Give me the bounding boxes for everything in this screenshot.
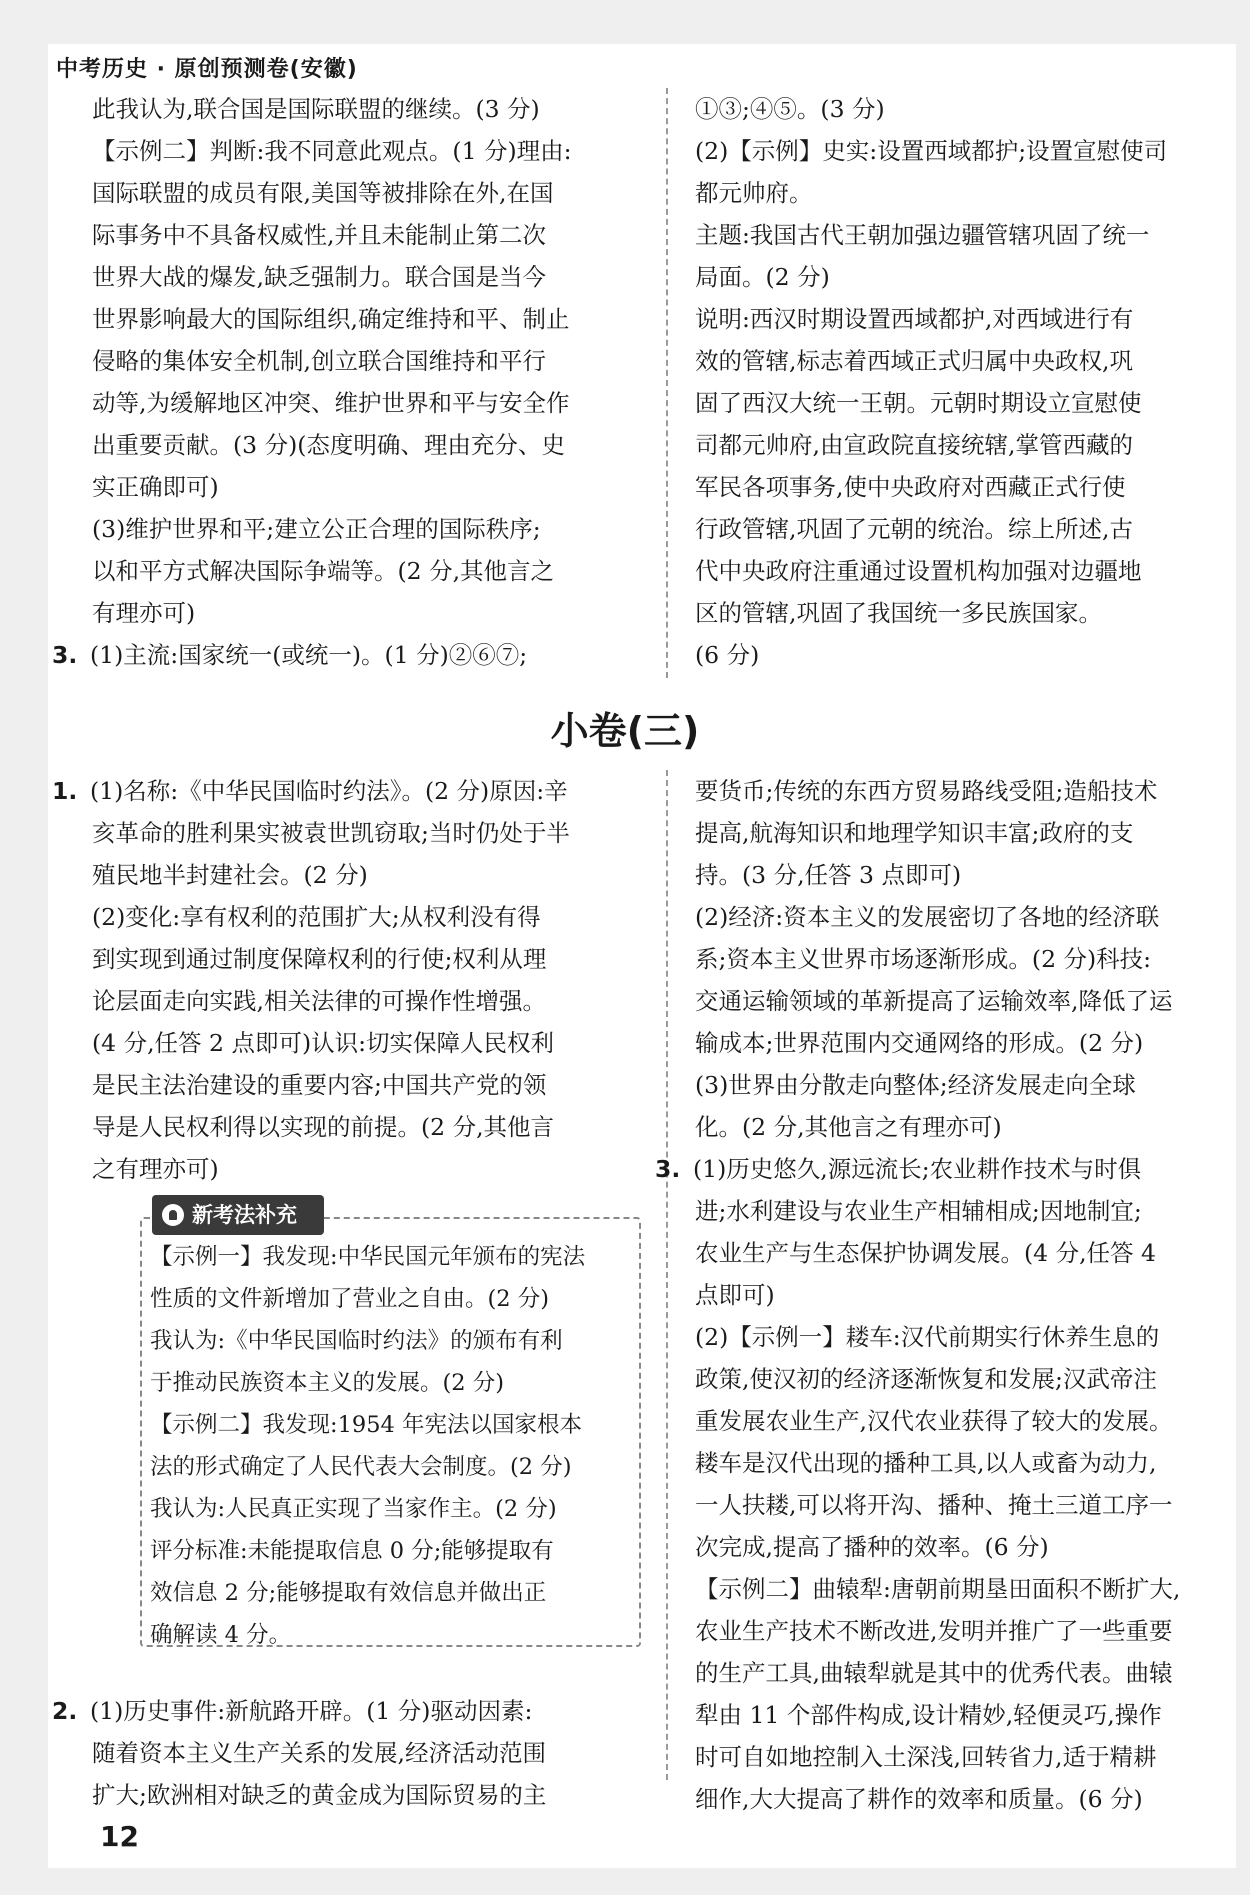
text-line: 亥革命的胜利果实被袁世凯窃取;当时仍处于半 [92, 819, 570, 847]
text-line: 要货币;传统的东西方贸易路线受阻;造船技术 [695, 777, 1158, 805]
text-line: 法的形式确定了人民代表大会制度。(2 分) [150, 1454, 572, 1480]
text-line: 的生产工具,曲辕犁就是其中的优秀代表。曲辕 [695, 1659, 1173, 1687]
column-divider-bottom [666, 770, 668, 1780]
box-content [150, 1236, 630, 1656]
text-line: ①③;④⑤。(3 分) [695, 95, 885, 123]
text-line: 【示例二】曲辕犁:唐朝前期垦田面积不断扩大, [695, 1575, 1181, 1603]
text-line: 交通运输领域的革新提高了运输效率,降低了运 [695, 987, 1173, 1015]
text-line: 农业生产技术不断改进,发明并推广了一些重要 [695, 1617, 1173, 1645]
text-line: (2)【示例一】耧车:汉代前期实行休养生息的 [695, 1323, 1160, 1351]
text-line: 殖民地半封建社会。(2 分) [92, 861, 368, 889]
question-1-line [52, 770, 637, 812]
text-line: 输成本;世界范围内交通网络的形成。(2 分) [695, 1029, 1144, 1057]
text-line: (3)世界由分散走向整体;经济发展走向全球 [695, 1071, 1136, 1099]
text-line: 局面。(2 分) [695, 263, 830, 291]
text-line: 出重要贡献。(3 分)(态度明确、理由充分、史 [92, 431, 565, 459]
text-line: 导是人民权利得以实现的前提。(2 分,其他言 [92, 1113, 555, 1141]
text-line: 是民主法治建设的重要内容;中国共产党的领 [92, 1071, 547, 1099]
text-line: 系;资本主义世界市场逐渐形成。(2 分)科技: [695, 945, 1152, 973]
text-line: 有理亦可) [92, 599, 196, 627]
text-line: 随着资本主义生产关系的发展,经济活动范围 [92, 1739, 546, 1767]
text-line: 一人扶耧,可以将开沟、播种、掩土三道工序一 [695, 1491, 1173, 1519]
text-line: (4 分,任答 2 点即可)认识:切实保障人民权利 [92, 1029, 555, 1057]
question-number: 3. [655, 1155, 681, 1183]
text-line: 都元帅府。 [695, 179, 813, 207]
text-line: 我认为:人民真正实现了当家作主。(2 分) [150, 1496, 557, 1522]
text-line: (6 分) [695, 641, 760, 669]
text-line: 世界影响最大的国际组织,确定维持和平、制止 [92, 305, 570, 333]
text-line: 进;水利建设与农业生产相辅相成;因地制宜; [695, 1197, 1142, 1225]
new-method-label [152, 1195, 324, 1235]
text-line: 国际联盟的成员有限,美国等被排除在外,在国 [92, 179, 554, 207]
text-line: 以和平方式解决国际争端等。(2 分,其他言之 [92, 557, 555, 585]
text-line: 动等,为缓解地区冲突、维护世界和平与安全作 [92, 389, 570, 417]
text-line: 效信息 2 分;能够提取有效信息并做出正 [150, 1580, 547, 1606]
text-line: (1)名称:《中华民国临时约法》。(2 分)原因:辛 [90, 777, 568, 805]
section-title: 小卷(三) [550, 709, 700, 753]
lightbulb-icon [162, 1204, 184, 1226]
text-line: 重发展农业生产,汉代农业获得了较大的发展。 [695, 1407, 1173, 1435]
text-line: 犁由 11 个部件构成,设计精妙,轻便灵巧,操作 [695, 1701, 1162, 1729]
text-line: 侵略的集体安全机制,创立联合国维持和平行 [92, 347, 546, 375]
top-left-column [52, 88, 637, 676]
question-2-block [52, 1690, 637, 1816]
text-line: 际事务中不具备权威性,并且未能制止第二次 [92, 221, 546, 249]
text-line: 区的管辖,巩固了我国统一多民族国家。 [695, 599, 1102, 627]
text-line: 效的管辖,标志着西域正式归属中央政权,巩 [695, 347, 1133, 375]
text-line: 行政管辖,巩固了元朝的统治。综上所述,古 [695, 515, 1133, 543]
text-line: 我认为:《中华民国临时约法》的颁布有利 [150, 1328, 563, 1354]
text-line: 此我认为,联合国是国际联盟的继续。(3 分) [92, 95, 540, 123]
text-line: 到实现到通过制度保障权利的行使;权利从理 [92, 945, 547, 973]
question-3-first-line [52, 634, 637, 676]
text-line: 化。(2 分,其他言之有理亦可) [695, 1113, 1002, 1141]
text-line: 军民各项事务,使中央政府对西藏正式行使 [695, 473, 1126, 501]
question-number: 3. [52, 641, 78, 669]
text-line: 于推动民族资本主义的发展。(2 分) [150, 1370, 505, 1396]
question-number: 1. [52, 777, 78, 805]
text-line: 性质的文件新增加了营业之自由。(2 分) [150, 1286, 550, 1312]
column-divider-top [666, 88, 668, 678]
bottom-left-column [52, 770, 637, 1190]
text-line: 评分标准:未能提取信息 0 分;能够提取有 [150, 1538, 554, 1564]
question-number: 2. [52, 1697, 78, 1725]
text-line: 扩大;欧洲相对缺乏的黄金成为国际贸易的主 [92, 1781, 547, 1809]
text-line: 【示例二】判断:我不同意此观点。(1 分)理由: [92, 137, 572, 165]
text-line: (1)历史悠久,源远流长;农业耕作技术与时俱 [693, 1155, 1142, 1183]
text-line: 固了西汉大统一王朝。元朝时期设立宣慰使 [695, 389, 1142, 417]
page-number: 12 [100, 1820, 139, 1853]
text-line: (2)经济:资本主义的发展密切了各地的经济联 [695, 903, 1160, 931]
text-line: (1)历史事件:新航路开辟。(1 分)驱动因素: [90, 1697, 533, 1725]
text-line: 提高,航海知识和地理学知识丰富;政府的支 [695, 819, 1134, 847]
text-line: (3)维护世界和平;建立公正合理的国际秩序; [92, 515, 541, 543]
text-line: (2)【示例】史实:设置西域都护;设置宣慰使司 [695, 137, 1168, 165]
page-header: 中考历史 · 原创预测卷(安徽) [56, 57, 358, 82]
text-line: 主题:我国古代王朝加强边疆管辖巩固了统一 [695, 221, 1150, 249]
box-label-text: 新考法补充 [192, 1203, 297, 1227]
text-line: 时可自如地控制入土深浅,回转省力,适于精耕 [695, 1743, 1157, 1771]
question-3-line [655, 1148, 1195, 1190]
question-2-line [52, 1690, 637, 1732]
bottom-right-column [655, 770, 1195, 1820]
text-line: (1)主流:国家统一(或统一)。(1 分)②⑥⑦; [90, 641, 528, 669]
text-line: 实正确即可) [92, 473, 219, 501]
text-line: 政策,使汉初的经济逐渐恢复和发展;汉武帝注 [695, 1365, 1157, 1393]
top-right-column [695, 88, 1195, 676]
text-line: 【示例二】我发现:1954 年宪法以国家根本 [150, 1412, 582, 1438]
text-line: 代中央政府注重通过设置机构加强对边疆地 [695, 557, 1142, 585]
text-line: 司都元帅府,由宣政院直接统辖,掌管西藏的 [695, 431, 1133, 459]
text-line: 次完成,提高了播种的效率。(6 分) [695, 1533, 1049, 1561]
text-line: (2)变化:享有权利的范围扩大;从权利没有得 [92, 903, 541, 931]
text-line: 说明:西汉时期设置西域都护,对西域进行有 [695, 305, 1134, 333]
text-line: 耧车是汉代出现的播种工具,以人或畜为动力, [695, 1449, 1157, 1477]
text-line: 之有理亦可) [92, 1155, 219, 1183]
text-line: 论层面走向实践,相关法律的可操作性增强。 [92, 987, 546, 1015]
text-line: 持。(3 分,任答 3 点即可) [695, 861, 962, 889]
text-line: 确解读 4 分。 [150, 1622, 292, 1648]
text-line: 农业生产与生态保护协调发展。(4 分,任答 4 [695, 1239, 1156, 1267]
text-line: 点即可) [695, 1281, 775, 1309]
text-line: 世界大战的爆发,缺乏强制力。联合国是当今 [92, 263, 546, 291]
text-line: 【示例一】我发现:中华民国元年颁布的宪法 [150, 1244, 586, 1270]
text-line: 细作,大大提高了耕作的效率和质量。(6 分) [695, 1785, 1143, 1813]
